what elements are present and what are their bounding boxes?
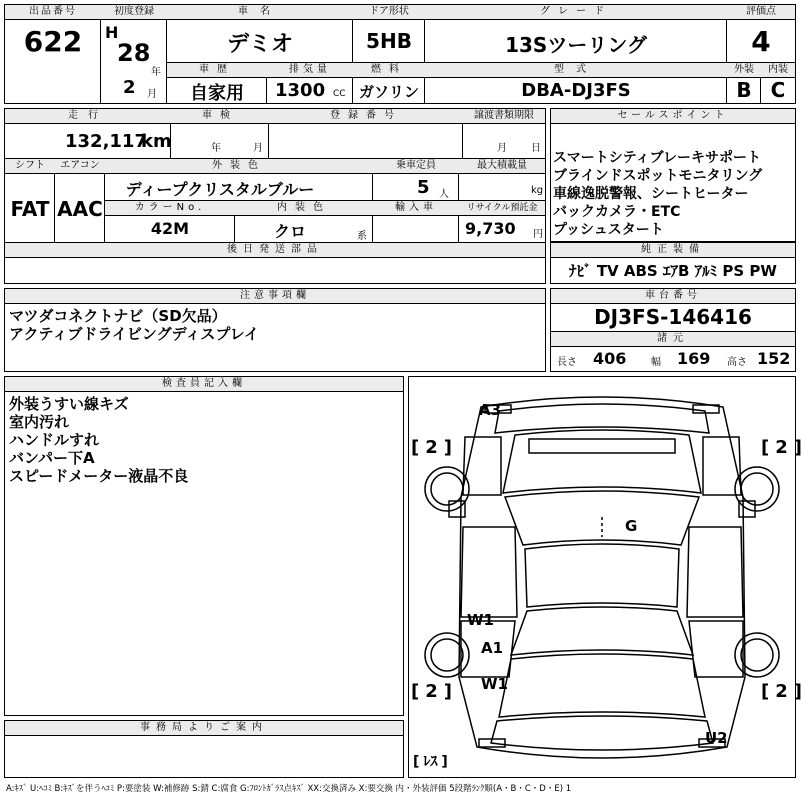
first-reg-cell: [101, 5, 167, 103]
width-label: 幅: [651, 357, 661, 368]
recycle-cell: [459, 201, 545, 243]
first-reg-label: 初度登録: [101, 5, 167, 20]
inspection-month-unit: 月: [253, 143, 263, 154]
height-label: 高さ: [727, 357, 747, 368]
roof: [525, 544, 679, 607]
right-front-door: [687, 527, 743, 617]
grade: 13Sツーリング: [505, 33, 647, 57]
later-parts-label: 後日発送部品: [5, 243, 545, 258]
history-cell: [167, 63, 267, 103]
chassis-box: [550, 288, 796, 372]
tire-rl-value: 2: [425, 681, 438, 702]
door-label: ドア形状: [353, 5, 425, 20]
car-name-label: 車名: [167, 5, 353, 20]
recycle-label: リサイクル預託金: [459, 201, 545, 216]
spare-value: ﾚｽ: [423, 754, 438, 770]
legend: A:ｷｽﾞ U:ﾍｺﾐ B:ｷｽﾞを伴うﾍｺﾐ P:要塗装 W:補修跡 S:錆 C:腐食 G:ﾌﾛﾝﾄｶﾞﾗｽ点ｷｽﾞ XX:交換済み X:要交換 内・外装評価 5段階ﾗﾝｸ順(A・B・C・D・E) 1: [6, 784, 572, 794]
lot-number-label: 出品番号: [5, 5, 101, 20]
tire-rear-left-inner: [431, 639, 463, 671]
displacement-unit: CC: [333, 89, 346, 99]
exterior-grade: B: [736, 78, 752, 102]
dims-label: 諸元: [551, 331, 795, 347]
load-label: 最大積載量: [459, 159, 545, 174]
tire-rear-right-inner: [741, 639, 773, 671]
height: 152: [757, 349, 791, 368]
car-diagram: [408, 376, 802, 778]
grade-label: グレード: [425, 5, 727, 20]
inspector-text: 外装うすい線キズ 室内汚れ ハンドルすれ バンパー下A スピードメーター液晶不良: [9, 395, 189, 485]
car-diagram-svg: [409, 377, 795, 777]
sales-points-label: セールスポイント: [551, 109, 795, 124]
history: 自家用: [190, 83, 244, 104]
reg-month: 2: [123, 77, 136, 98]
exterior-color: ディープクリスタルブルー: [125, 180, 315, 199]
score-label: 評価点: [727, 5, 795, 20]
trunk: [499, 654, 705, 717]
rear-window: [511, 607, 693, 655]
color-no: 42M: [150, 219, 190, 238]
front-bumper: [495, 404, 709, 433]
tire-fl-mark: [ 2 ]: [411, 437, 452, 458]
color-cell: [105, 159, 373, 201]
tire-fr-mark: [ 2 ]: [761, 437, 802, 458]
right-rear-door: [689, 621, 743, 677]
inspection-year-unit: 年: [211, 143, 221, 154]
mileage-label: 走行: [5, 109, 171, 124]
chassis-number: DJ3FS-146416: [594, 305, 752, 329]
capacity: 5: [417, 177, 430, 198]
spare-mark: [ ﾚｽ ]: [413, 754, 448, 770]
mark-u2: U2: [705, 729, 728, 747]
interior-color-unit: 系: [357, 231, 367, 242]
length: 406: [593, 349, 627, 368]
rear-bumper: [491, 716, 713, 750]
shift: FAT: [10, 197, 50, 221]
history-label: 車歴: [167, 63, 267, 78]
grille: [529, 439, 675, 453]
ac: AAC: [57, 197, 103, 221]
displacement-cell: [267, 63, 353, 103]
mileage-unit: km: [141, 131, 172, 152]
color-no-cell: [105, 201, 235, 243]
notes-label: 注意事項欄: [5, 289, 545, 304]
capacity-label: 乗車定員: [373, 159, 459, 174]
ac-label: エアコン: [55, 159, 105, 174]
fuel-cell: [353, 63, 425, 103]
shift-cell: [5, 159, 55, 243]
top-section: [4, 4, 796, 104]
chassis-label: 車台番号: [551, 289, 795, 304]
mark-g: G: [625, 517, 638, 535]
tire-front-right-inner: [741, 473, 773, 505]
interior-color: クロ: [273, 222, 306, 241]
displacement-label: 排気量: [267, 63, 353, 78]
car-name: デミオ: [226, 32, 293, 57]
ac-cell: [55, 159, 105, 243]
office-label: 事務局よりご案内: [5, 721, 403, 736]
transfer-cell: [463, 109, 545, 159]
tire-rr-mark: [ 2 ]: [761, 681, 802, 702]
transfer-day-unit: 日: [531, 143, 541, 154]
width: 169: [677, 349, 711, 368]
transfer-label: 譲渡書類期限: [463, 109, 545, 124]
tire-front-left-inner: [431, 473, 463, 505]
import-cell: [373, 201, 459, 243]
capacity-unit: 人: [439, 189, 449, 200]
tire-fl-value: 2: [425, 437, 438, 458]
registration-cell: [269, 109, 463, 159]
exterior-cell: [727, 63, 761, 103]
recycle-unit: 円: [533, 229, 543, 240]
transfer-month-unit: 月: [497, 143, 507, 154]
tire-rr-value: 2: [775, 681, 788, 702]
tire-rl-mark: [ 2 ]: [411, 681, 452, 702]
tire-fr-value: 2: [775, 437, 788, 458]
car-name-cell: [167, 5, 353, 63]
door-cell: [353, 5, 425, 63]
sales-points-text: スマートシティブレーキサポート ブラインドスポットモニタリング 車線逸脱警報、シートヒーター バックカメラ・ETC プッシュスタート: [553, 150, 763, 238]
mark-w1-left: W1: [467, 611, 494, 629]
mileage-cell: [5, 109, 171, 159]
load-unit: kg: [531, 185, 544, 196]
exterior-label: 外装: [727, 63, 761, 78]
vehicle-details: [4, 108, 546, 284]
inspector-box: [4, 376, 404, 716]
registration-label: 登録番号: [269, 109, 463, 124]
interior-grade: C: [770, 78, 786, 102]
interior-color-label: 内装色: [235, 201, 373, 216]
equipment-box: [550, 242, 796, 284]
equipment-label: 純正装備: [551, 243, 795, 258]
displacement: 1300: [275, 80, 326, 101]
mark-a3: A3: [479, 401, 502, 419]
left-front-door: [461, 527, 517, 617]
shift-label: シフト: [5, 159, 55, 174]
equipment-items: ﾅﾋﾞ TV ABS ｴｱB ｱﾙﾐ PS PW: [569, 262, 777, 280]
interior-color-cell: [235, 201, 373, 243]
inspection-label: 車検: [171, 109, 269, 124]
color-no-label: カラーNo.: [105, 201, 235, 216]
score: 4: [751, 25, 771, 58]
lot-number: 622: [23, 25, 83, 58]
month-unit: 月: [147, 89, 157, 100]
later-parts-cell: [5, 243, 545, 283]
era: H: [105, 23, 119, 42]
mileage: 132,117: [65, 131, 147, 152]
load-cell: [459, 159, 545, 201]
fuel: ガソリン: [358, 83, 419, 101]
door-type: 5HB: [366, 29, 412, 53]
inspector-label: 検査員記入欄: [5, 377, 403, 392]
notes-box: [4, 288, 546, 372]
office-box: [4, 720, 404, 778]
sales-points: [550, 108, 796, 242]
inspection-cell: [171, 109, 269, 159]
import-label: 輸入車: [373, 201, 459, 216]
recycle-fee: 9,730: [465, 219, 516, 238]
reg-year: 28: [117, 39, 151, 67]
model-code-cell: [425, 63, 727, 103]
length-label: 長さ: [557, 357, 577, 368]
year-unit: 年: [151, 67, 161, 78]
model-code-label: 型式: [425, 63, 727, 78]
mark-w1-lower: W1: [481, 675, 508, 693]
score-cell: [727, 5, 795, 63]
mark-a1: A1: [481, 639, 504, 657]
notes-text: マツダコネクトナビ（SD欠品） アクティブドライビングディスプレイ: [9, 307, 260, 343]
interior-label: 内装: [761, 63, 795, 78]
color-label: 外装色: [105, 159, 373, 174]
fuel-label: 燃料: [353, 63, 425, 78]
model-code: DBA-DJ3FS: [521, 80, 631, 101]
interior-cell: [761, 63, 795, 103]
grade-cell: [425, 5, 727, 63]
capacity-cell: [373, 159, 459, 201]
lot-cell: [5, 5, 101, 103]
